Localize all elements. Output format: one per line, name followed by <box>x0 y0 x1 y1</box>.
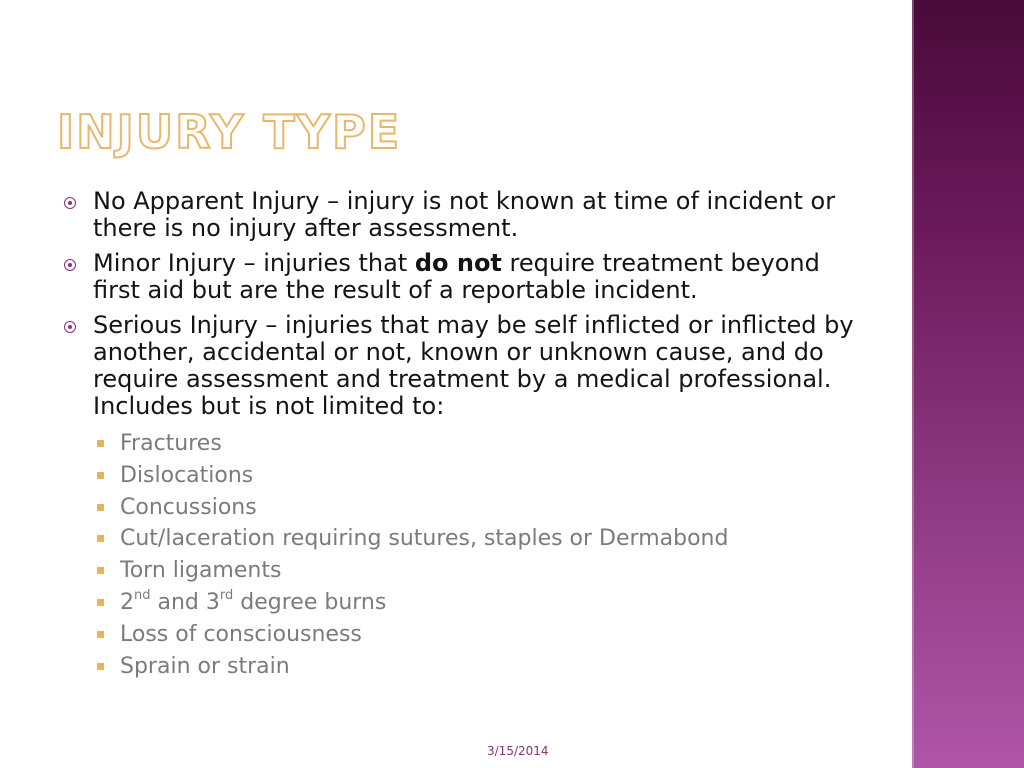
bullet-text-emphasis: do not <box>414 249 502 277</box>
sub-item-sprain-strain <box>62 651 862 683</box>
slide-title: INJURY TYPE <box>57 105 402 159</box>
serious-injury-sublist <box>62 428 862 682</box>
burns-suffix-1: nd <box>134 587 151 603</box>
sub-item-loss-of-consciousness <box>62 619 862 651</box>
sub-item-dislocations <box>62 460 862 492</box>
sub-item-text: Fractures <box>120 431 222 456</box>
sub-item-cut-laceration <box>62 523 862 555</box>
sub-item-concussions <box>62 492 862 524</box>
side-decoration-band <box>912 0 1024 768</box>
sub-item-text: Loss of consciousness <box>120 621 362 647</box>
bullet-text: No Apparent Injury – injury is not known at time of incident or there is no injury after assessment. <box>93 187 836 242</box>
circle-dot-bullet-icon <box>64 259 76 271</box>
square-bullet-icon <box>97 440 104 447</box>
sub-item-fractures <box>62 428 862 460</box>
square-bullet-icon <box>97 535 104 542</box>
square-bullet-icon <box>97 663 104 670</box>
burns-mid: and <box>150 589 206 615</box>
sub-item-text: Torn ligaments <box>120 558 282 584</box>
bullet-text-pre: Minor Injury – injuries that <box>93 249 415 277</box>
burns-num-1: 2 <box>120 589 134 615</box>
bullet-serious-injury <box>62 312 862 420</box>
square-bullet-icon <box>97 504 104 511</box>
square-bullet-icon <box>97 472 104 479</box>
circle-dot-bullet-icon <box>64 321 76 333</box>
bullet-no-apparent-injury <box>62 188 862 242</box>
burns-suffix-2: rd <box>219 587 234 603</box>
sub-item-burns <box>62 587 862 619</box>
circle-dot-bullet-icon <box>64 197 76 209</box>
bullet-text: Serious Injury – injuries that may be self inflicted or inflicted by another, accidental or not, known or unknown cause, and do require assessment and treatment by a medical professional. Includes but is not limited to: <box>93 311 854 420</box>
burns-end: degree burns <box>233 589 387 615</box>
sub-item-torn-ligaments <box>62 555 862 587</box>
square-bullet-icon <box>97 631 104 638</box>
sub-item-text: Sprain or strain <box>120 653 290 679</box>
sub-item-text: Dislocations <box>120 462 254 488</box>
sub-item-text: Concussions <box>120 494 257 520</box>
sub-item-text: Cut/laceration requiring sutures, staples or Dermabond <box>120 526 729 552</box>
footer-date: 3/15/2014 <box>487 744 549 758</box>
burns-num-2: 3 <box>205 589 220 615</box>
square-bullet-icon <box>97 599 104 606</box>
square-bullet-icon <box>97 567 104 574</box>
bullet-minor-injury <box>62 250 862 304</box>
bullet-text-post: require treatment beyond first aid but are the result of a reportable incident. <box>93 249 820 304</box>
slide-content <box>62 188 862 682</box>
